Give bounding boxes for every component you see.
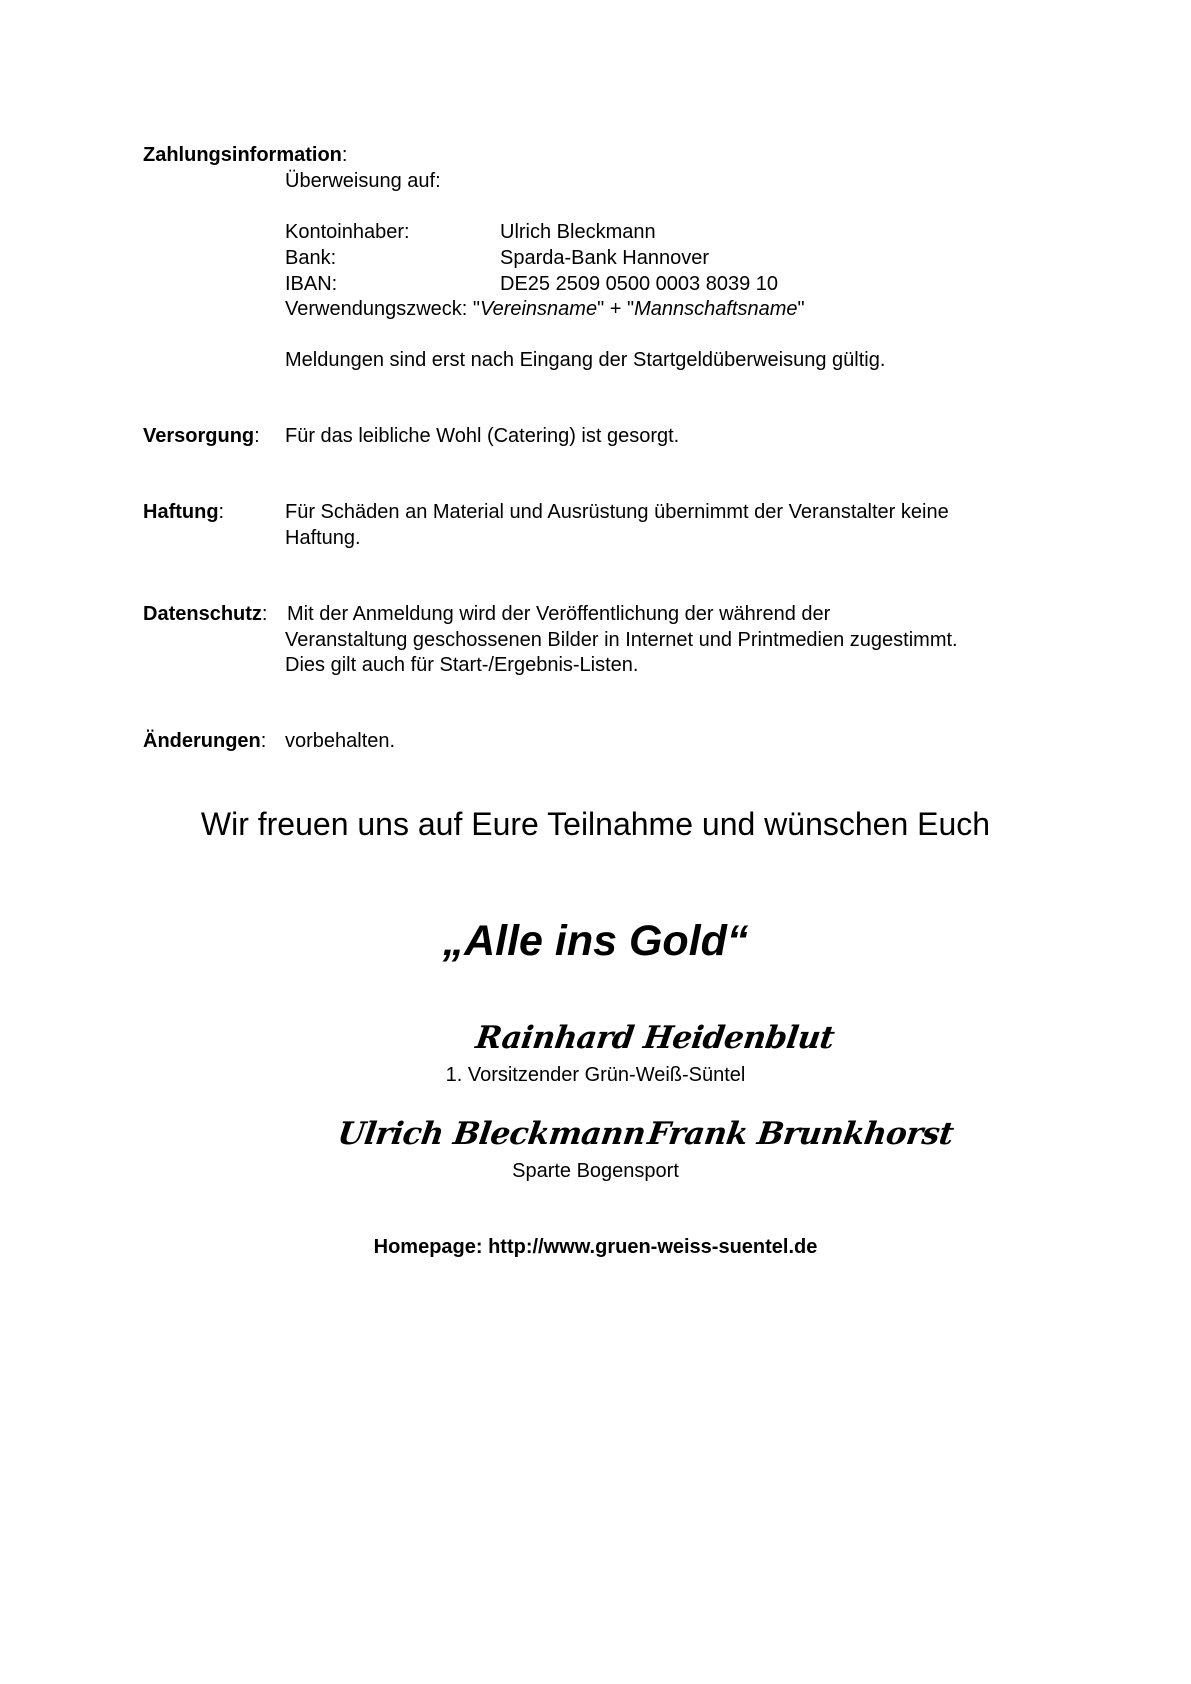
catering-heading bbox=[143, 424, 260, 449]
signature-right: Frank Brunkhorst bbox=[645, 1116, 956, 1152]
transfer-to-text: Überweisung auf: bbox=[285, 170, 441, 192]
purpose-label: Verwendungszweck: " bbox=[285, 298, 480, 320]
privacy-label: Datenschutz bbox=[143, 603, 262, 625]
liability-heading bbox=[143, 500, 224, 525]
closing-greeting: Wir freuen uns auf Eure Teilnahme und wünschen Euch bbox=[200, 806, 991, 842]
bank-label: Bank: bbox=[285, 247, 337, 269]
liability-label: Haftung bbox=[143, 501, 219, 523]
privacy-colon: : bbox=[261, 603, 268, 625]
payment-heading bbox=[143, 143, 347, 168]
purpose-end-quote: " bbox=[797, 298, 805, 320]
changes-colon: : bbox=[260, 730, 267, 752]
catering-label: Versorgung bbox=[143, 425, 255, 447]
changes-label: Änderungen bbox=[143, 730, 261, 752]
purpose-team-name: Mannschaftsname bbox=[634, 298, 798, 320]
privacy-line-3: Dies gilt auch für Start-/Ergebnis-Listen. bbox=[285, 654, 639, 676]
iban-label: IBAN: bbox=[285, 273, 338, 295]
changes-text: vorbehalten. bbox=[285, 730, 396, 752]
liability-colon: : bbox=[218, 501, 225, 523]
privacy-line-1: Mit der Anmeldung wird der Veröffentlichung der während der bbox=[287, 603, 831, 625]
purpose-club-name: Vereinsname bbox=[479, 298, 598, 320]
chair-title: 1. Vorsitzender Grün-Weiß-Süntel bbox=[445, 1064, 746, 1086]
purpose-separator: " + " bbox=[597, 298, 635, 320]
closing-motto: „Alle ins Gold“ bbox=[442, 917, 749, 965]
iban-value: DE25 2509 0500 0003 8039 10 bbox=[500, 273, 779, 295]
account-holder-value: Ulrich Bleckmann bbox=[500, 221, 656, 243]
liability-line-1: Für Schäden an Material und Ausrüstung übernimmt der Veranstalter keine bbox=[285, 501, 949, 523]
payment-label: Zahlungsinformation bbox=[143, 144, 342, 166]
catering-text: Für das leibliche Wohl (Catering) ist gesorgt. bbox=[285, 425, 680, 447]
signature-left: Ulrich Bleckmann bbox=[335, 1116, 648, 1152]
homepage-line: Homepage: http://www.gruen-weiss-suentel.de bbox=[373, 1236, 818, 1258]
payment-colon: : bbox=[341, 144, 348, 166]
liability-line-2: Haftung. bbox=[285, 527, 361, 549]
bank-value: Sparda-Bank Hannover bbox=[500, 247, 710, 269]
catering-colon: : bbox=[254, 425, 260, 447]
purpose-line bbox=[285, 297, 805, 322]
department-name: Sparte Bogensport bbox=[512, 1160, 679, 1182]
privacy-line-2: Veranstaltung geschossenen Bilder in Internet und Printmedien zugestimmt. bbox=[285, 629, 958, 651]
changes-heading bbox=[143, 729, 266, 754]
payment-note: Meldungen sind erst nach Eingang der Startgeldüberweisung gültig. bbox=[285, 349, 886, 371]
account-holder-label: Kontoinhaber: bbox=[285, 221, 410, 243]
chair-signature: Rainhard Heidenblut bbox=[473, 1020, 837, 1056]
privacy-heading bbox=[143, 602, 267, 627]
